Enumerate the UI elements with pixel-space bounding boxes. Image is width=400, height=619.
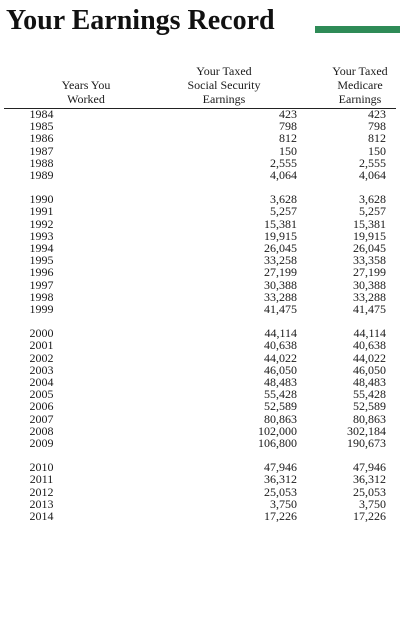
table-row — [0, 218, 400, 230]
medicare-cell: 15,381 — [353, 216, 386, 231]
medicare-cell: 25,053 — [353, 484, 386, 499]
social-security-cell: 798 — [279, 119, 297, 134]
medicare-cell: 46,050 — [353, 362, 386, 377]
spacer-cell — [0, 181, 400, 193]
table-row — [0, 205, 400, 217]
medicare-cell: 812 — [368, 131, 386, 146]
year-cell: 2004 — [29, 375, 54, 390]
social-security-cell: 2,555 — [270, 155, 297, 170]
social-security-cell: 102,000 — [258, 423, 297, 438]
year-cell: 2002 — [29, 350, 54, 365]
medicare-cell: 55,428 — [353, 387, 386, 402]
year-cell: 2008 — [29, 423, 54, 438]
table-row — [0, 291, 400, 303]
table-row — [0, 400, 400, 412]
year-cell: 1996 — [29, 265, 54, 280]
group-spacer — [0, 449, 400, 461]
medicare-cell: 190,673 — [347, 436, 386, 451]
table-row — [0, 461, 400, 473]
year-cell: 2014 — [29, 509, 54, 524]
social-security-cell: 52,589 — [264, 399, 297, 414]
year-cell: 2006 — [29, 399, 54, 414]
social-security-cell: 33,258 — [264, 253, 297, 268]
social-security-cell: 3,750 — [270, 496, 297, 511]
table-row — [0, 266, 400, 278]
social-security-cell: 15,381 — [264, 216, 297, 231]
table-row — [0, 413, 400, 425]
social-security-cell: 19,915 — [264, 228, 297, 243]
table-row — [0, 498, 400, 510]
table-row — [0, 339, 400, 351]
table-row — [0, 193, 400, 205]
medicare-cell: 33,358 — [353, 253, 386, 268]
social-security-cell: 33,288 — [264, 289, 297, 304]
medicare-cell: 44,022 — [353, 350, 386, 365]
social-security-cell: 25,053 — [264, 484, 297, 499]
year-cell: 1993 — [29, 228, 54, 243]
medicare-cell: 41,475 — [353, 302, 386, 317]
header-ss-line-2: Social Security — [187, 78, 261, 92]
medicare-cell: 3,628 — [359, 192, 386, 207]
medicare-cell: 150 — [368, 143, 386, 158]
table-row — [0, 303, 400, 315]
title-accent-bar — [315, 26, 400, 33]
social-security-cell: 41,475 — [264, 302, 297, 317]
social-security-cell: 5,257 — [270, 204, 297, 219]
header-ss-line-1: Your Taxed — [196, 64, 252, 78]
social-security-cell: 40,638 — [264, 338, 297, 353]
medicare-cell: 26,045 — [353, 241, 386, 256]
social-security-cell: 46,050 — [264, 362, 297, 377]
year-cell: 1995 — [29, 253, 54, 268]
table-row — [0, 120, 400, 132]
table-row — [0, 145, 400, 157]
header-med-line-1: Your Taxed — [332, 64, 388, 78]
year-cell: 1999 — [29, 302, 54, 317]
earnings-table-body — [0, 108, 400, 522]
social-security-cell: 55,428 — [264, 387, 297, 402]
medicare-cell: 80,863 — [353, 411, 386, 426]
group-spacer — [0, 181, 400, 193]
social-security-cell: 106,800 — [258, 436, 297, 451]
year-cell: 2000 — [29, 326, 54, 341]
medicare-cell: 302,184 — [347, 423, 386, 438]
year-cell: 1997 — [29, 277, 54, 292]
header-years-line-2: Worked — [67, 92, 105, 106]
medicare-cell: 36,312 — [353, 472, 386, 487]
header-years-worked — [46, 78, 126, 106]
table-row — [0, 169, 400, 181]
table-row — [0, 279, 400, 291]
social-security-cell: 48,483 — [264, 375, 297, 390]
social-security-cell: 812 — [279, 131, 297, 146]
medicare-cell: 33,288 — [353, 289, 386, 304]
header-ss-line-3: Earnings — [202, 92, 246, 106]
header-years-line-1: Years You — [61, 78, 111, 92]
medicare-cell: 19,915 — [353, 228, 386, 243]
medicare-cell: 47,946 — [353, 460, 386, 475]
medicare-cell: 423 — [368, 107, 386, 121]
year-cell: 2010 — [29, 460, 54, 475]
year-cell: 2012 — [29, 484, 54, 499]
title-row — [4, 4, 396, 38]
header-social-security — [172, 64, 276, 106]
year-cell: 1989 — [29, 168, 54, 183]
medicare-cell: 52,589 — [353, 399, 386, 414]
social-security-cell: 423 — [279, 107, 297, 121]
medicare-cell: 798 — [368, 119, 386, 134]
table-row — [0, 486, 400, 498]
medicare-cell: 3,750 — [359, 496, 386, 511]
spacer-cell — [0, 449, 400, 461]
table-row — [0, 388, 400, 400]
table-row — [0, 108, 400, 120]
table-row — [0, 327, 400, 339]
medicare-cell: 4,064 — [359, 168, 386, 183]
table-row — [0, 437, 400, 449]
group-spacer — [0, 315, 400, 327]
year-cell: 1985 — [29, 119, 54, 134]
social-security-cell: 30,388 — [264, 277, 297, 292]
year-cell: 1992 — [29, 216, 54, 231]
table-row — [0, 132, 400, 144]
table-row — [0, 352, 400, 364]
year-cell: 1991 — [29, 204, 54, 219]
medicare-cell: 48,483 — [353, 375, 386, 390]
social-security-cell: 26,045 — [264, 241, 297, 256]
page-title: Your Earnings Record — [6, 5, 275, 36]
table-row — [0, 376, 400, 388]
social-security-cell: 17,226 — [264, 509, 297, 524]
year-cell: 2005 — [29, 387, 54, 402]
table-row — [0, 157, 400, 169]
column-headers — [0, 62, 400, 106]
social-security-cell: 4,064 — [270, 168, 297, 183]
spacer-cell — [0, 315, 400, 327]
header-med-line-2: Medicare — [337, 78, 383, 92]
medicare-cell: 5,257 — [359, 204, 386, 219]
year-cell: 1987 — [29, 143, 54, 158]
header-med-line-3: Earnings — [338, 92, 382, 106]
social-security-cell: 44,114 — [264, 326, 297, 341]
earnings-table — [0, 108, 400, 522]
medicare-cell: 44,114 — [353, 326, 386, 341]
table-row — [0, 254, 400, 266]
medicare-cell: 2,555 — [359, 155, 386, 170]
table-row — [0, 510, 400, 522]
social-security-cell: 27,199 — [264, 265, 297, 280]
year-cell: 2009 — [29, 436, 54, 451]
social-security-cell: 150 — [279, 143, 297, 158]
year-cell: 1988 — [29, 155, 54, 170]
table-row — [0, 473, 400, 485]
medicare-cell: 17,226 — [353, 509, 386, 524]
year-cell: 2011 — [29, 472, 54, 487]
table-row — [0, 364, 400, 376]
year-cell: 2007 — [29, 411, 54, 426]
medicare-cell: 40,638 — [353, 338, 386, 353]
year-cell: 1986 — [29, 131, 54, 146]
year-cell: 1998 — [29, 289, 54, 304]
year-cell: 2003 — [29, 362, 54, 377]
year-cell: 1990 — [29, 192, 54, 207]
social-security-cell: 36,312 — [264, 472, 297, 487]
social-security-cell: 47,946 — [264, 460, 297, 475]
medicare-cell: 27,199 — [353, 265, 386, 280]
table-row — [0, 425, 400, 437]
table-row — [0, 242, 400, 254]
year-cell: 1994 — [29, 241, 54, 256]
social-security-cell: 80,863 — [264, 411, 297, 426]
medicare-cell: 30,388 — [353, 277, 386, 292]
header-medicare — [320, 64, 400, 106]
year-cell: 2013 — [29, 496, 54, 511]
table-row — [0, 230, 400, 242]
social-security-cell: 44,022 — [264, 350, 297, 365]
year-cell: 2001 — [29, 338, 54, 353]
year-cell: 1984 — [29, 107, 54, 121]
social-security-cell: 3,628 — [270, 192, 297, 207]
